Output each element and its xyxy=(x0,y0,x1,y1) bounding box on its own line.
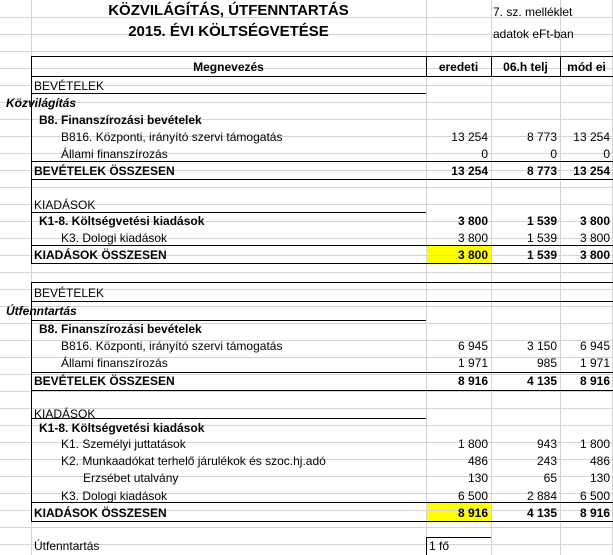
row-value: 8 773 xyxy=(526,130,557,144)
row-label: BEVÉTELEK xyxy=(34,286,105,300)
header-eredeti: eredeti xyxy=(438,60,479,74)
row-label: K1. Személyi juttatások xyxy=(61,437,186,451)
row-value: 1 539 xyxy=(526,231,557,245)
row-value: 3 800 xyxy=(457,231,488,245)
table-border xyxy=(31,390,613,391)
row-label: KIADÁSOK xyxy=(34,198,96,212)
title-line-1: KÖZVILÁGÍTÁS, ÚTFENNTARTÁS xyxy=(108,2,349,19)
row-label: KIADÁSOK ÖSSZESEN xyxy=(34,506,167,520)
row-label: K1-8. Költségvetési kiadások xyxy=(39,421,205,435)
row-label: Közvilágítás xyxy=(6,96,77,110)
row-label: B8. Finanszírozási bevételek xyxy=(39,113,202,127)
row-label: Állami finanszírozás xyxy=(61,147,168,161)
row-value: 8 916 xyxy=(579,506,610,520)
row-label: Útfenntartás xyxy=(6,304,77,318)
row-value: 8 916 xyxy=(457,374,488,388)
row-value: 0 xyxy=(550,147,557,161)
row-value: 8 916 xyxy=(457,506,488,520)
row-value: 985 xyxy=(536,356,557,370)
row-label: K2. Munkaadókat terhelő járulékok és szoc.hj.adó xyxy=(61,454,326,468)
row-value: 3 800 xyxy=(579,231,610,245)
row-value: 130 xyxy=(467,471,488,485)
row-label: Állami finanszírozás xyxy=(61,356,168,370)
row-value: 3 800 xyxy=(579,248,610,262)
row-label: B816. Központi, irányító szervi támogatás xyxy=(61,339,283,353)
header-megnevezes: Megnevezés xyxy=(193,60,264,74)
row-value: 6 500 xyxy=(579,489,610,503)
row-value: 13 254 xyxy=(573,130,610,144)
row-value: 13 254 xyxy=(451,130,488,144)
row-value: 1 539 xyxy=(526,248,557,262)
row-value: 4 135 xyxy=(526,374,557,388)
row-label: B8. Finanszírozási bevételek xyxy=(39,322,202,336)
row-value: 1 800 xyxy=(579,437,610,451)
row-value: 1 971 xyxy=(457,356,488,370)
appendix-label: 7. sz. melléklet xyxy=(493,5,573,19)
row-label: Erzsébet utalvány xyxy=(83,471,179,485)
row-label: K3. Dologi kiadások xyxy=(61,489,168,503)
header-06h-telj: 06.h telj xyxy=(503,60,548,74)
row-value: 4 135 xyxy=(526,506,557,520)
row-value: 1 fő xyxy=(429,539,450,553)
row-value: 130 xyxy=(589,471,610,485)
row-value: 1 971 xyxy=(579,356,610,370)
row-value: 1 800 xyxy=(457,437,488,451)
row-label: BEVÉTELEK xyxy=(34,79,105,93)
row-label: Útfenntartás xyxy=(34,539,100,553)
row-value: 8 773 xyxy=(526,164,557,178)
row-value: 6 500 xyxy=(457,489,488,503)
row-value: 3 800 xyxy=(579,214,610,228)
row-value: 1 539 xyxy=(526,214,557,228)
row-value: 486 xyxy=(589,454,610,468)
row-value: 65 xyxy=(543,471,557,485)
row-value: 8 916 xyxy=(579,374,610,388)
row-value: 3 800 xyxy=(457,248,488,262)
row-value: 0 xyxy=(603,147,610,161)
row-value: 943 xyxy=(536,437,557,451)
row-label: K1-8. Költségvetési kiadások xyxy=(39,214,205,228)
row-value: 3 150 xyxy=(526,339,557,353)
row-value: 6 945 xyxy=(457,339,488,353)
row-value: 13 254 xyxy=(573,164,610,178)
title-line-2: 2015. ÉVI KÖLTSÉGVETÉSE xyxy=(128,23,329,40)
unit-label: adatok eFt-ban xyxy=(493,27,574,41)
row-value: 243 xyxy=(536,454,557,468)
row-value: 486 xyxy=(467,454,488,468)
row-label: BEVÉTELEK ÖSSZESEN xyxy=(34,374,175,388)
table-border xyxy=(31,282,613,283)
row-value: 2 884 xyxy=(526,489,557,503)
row-label: KIADÁSOK xyxy=(34,407,96,421)
row-label: B816. Központi, irányító szervi támogatás xyxy=(61,130,283,144)
row-label: KIADÁSOK ÖSSZESEN xyxy=(34,248,167,262)
row-label: BEVÉTELEK ÖSSZESEN xyxy=(34,164,175,178)
row-label: K3. Dologi kiadások xyxy=(61,231,168,245)
row-value: 0 xyxy=(481,147,488,161)
row-value: 6 945 xyxy=(579,339,610,353)
row-value: 13 254 xyxy=(451,164,488,178)
header-mod-ei: mód ei xyxy=(567,60,606,74)
row-value: 3 800 xyxy=(457,214,488,228)
